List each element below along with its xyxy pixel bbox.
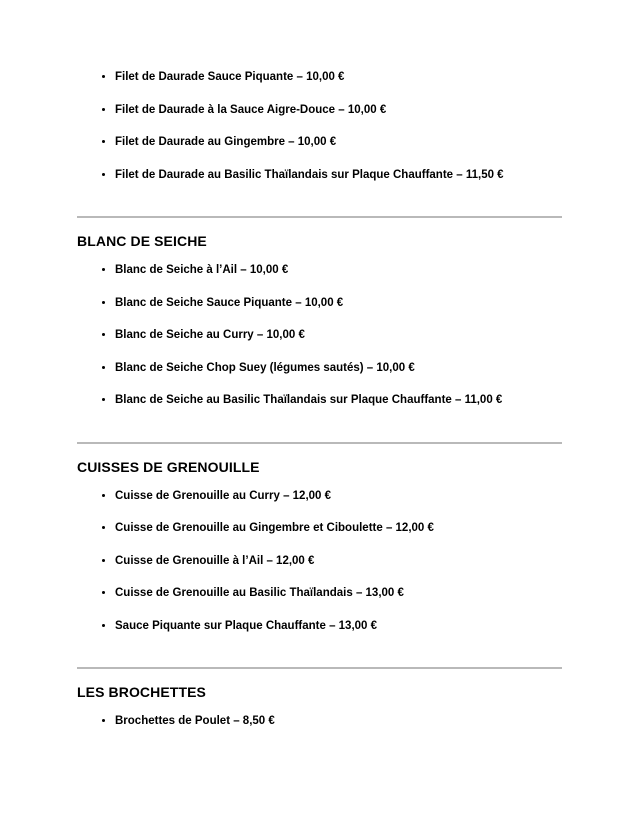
menu-item-list — [77, 263, 562, 408]
menu-item: • Sauce Piquante sur Plaque Chauffante – 13,00 € — [115, 619, 562, 634]
menu-item-list — [77, 714, 562, 729]
menu-item-list — [77, 489, 562, 634]
section-heading: BLANC DE SEICHE — [77, 233, 207, 249]
menu-section — [77, 56, 562, 200]
menu-item: • Filet de Daurade Sauce Piquante – 10,00 € — [115, 70, 562, 85]
menu-item: • Blanc de Seiche Sauce Piquante – 10,00 € — [115, 296, 562, 311]
menu-item: • Blanc de Seiche au Curry – 10,00 € — [115, 328, 562, 343]
menu-item: • Cuisse de Grenouille à l’Ail – 12,00 € — [115, 554, 562, 569]
menu-item: • Blanc de Seiche au Basilic Thaïlandais sur Plaque Chauffante – 11,00 € — [115, 393, 562, 408]
menu-section — [77, 200, 562, 426]
menu-item: • Cuisse de Grenouille au Curry – 12,00 € — [115, 489, 562, 504]
menu-item: • Filet de Daurade à la Sauce Aigre-Douce – 10,00 € — [115, 103, 562, 118]
section-heading: CUISSES DE GRENOUILLE — [77, 458, 260, 475]
menu-item: • Blanc de Seiche Chop Suey (légumes sautés) – 10,00 € — [115, 361, 562, 376]
section-divider — [77, 216, 562, 218]
menu-item-list — [77, 70, 562, 183]
menu-section — [77, 426, 562, 652]
menu-item: • Cuisse de Grenouille au Gingembre et Ciboulette – 12,00 € — [115, 521, 562, 536]
section-divider — [77, 442, 562, 444]
menu-item: • Brochettes de Poulet – 8,50 € — [115, 714, 562, 729]
section-divider — [77, 667, 562, 669]
menu-item: • Filet de Daurade au Gingembre – 10,00 € — [115, 135, 562, 150]
menu-section — [77, 651, 562, 747]
menu-item: • Cuisse de Grenouille au Basilic Thaïlandais – 13,00 € — [115, 586, 562, 601]
menu-item: • Blanc de Seiche à l’Ail – 10,00 € — [115, 263, 562, 278]
menu-item: • Filet de Daurade au Basilic Thaïlandais sur Plaque Chauffante – 11,50 € — [115, 168, 562, 183]
section-heading: LES BROCHETTES — [77, 684, 206, 700]
